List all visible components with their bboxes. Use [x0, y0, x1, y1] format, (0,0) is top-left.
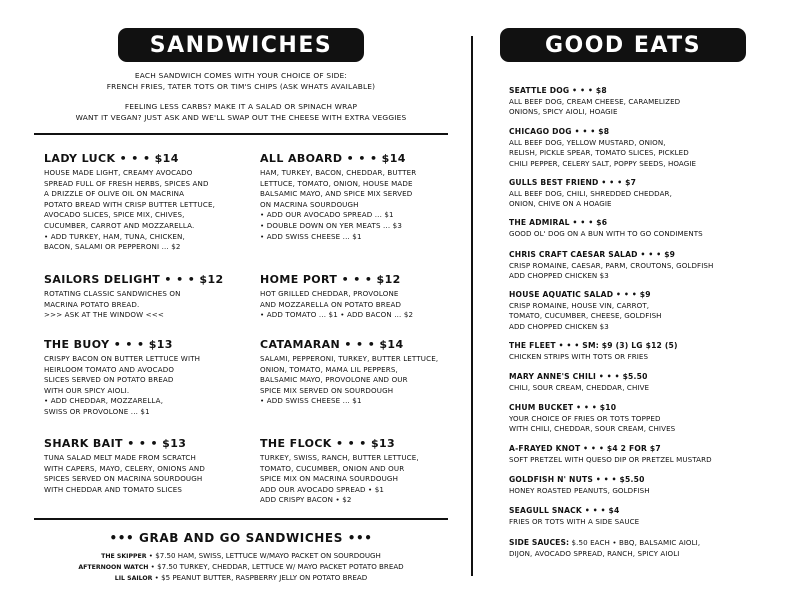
good-eats-goldfish-n-nuts [509, 475, 781, 496]
menu-item-lady-luck [44, 152, 240, 253]
item-title: THE FLEET • • • SM: $9 (3) LG $12 (5) [509, 341, 678, 350]
good-eats-seattle-dog [509, 86, 781, 118]
menu-item-home-port [260, 273, 456, 321]
item-title: GOLDFISH N' NUTS • • • $5.50 [509, 475, 645, 484]
side-sauces-text: $.50 EACH • BBQ, BALSAMIC AIOLI, DIJON, AVOCADO SPREAD, RANCH, SPICY AIOLI [509, 538, 701, 558]
item-description: HAM, TURKEY, BACON, CHEDDAR, BUTTER LETTUCE, TOMATO, ONION, HOUSE MADE BALSAMIC MAYO, AND SPICE MIX SERVED ON MACRINA SOURDOUGH • ADD OUR AVOCADO SPREAD ... $1 • DOUBLE DOWN ON YER MEATS ... $3 • ADD SWISS CHEESE ... $1 [260, 168, 417, 241]
column-divider [471, 36, 473, 576]
item-title: HOME PORT • • • $12 [260, 273, 401, 286]
item-title: CHRIS CRAFT CAESAR SALAD • • • $9 [509, 250, 676, 259]
item-title: CATAMARAN • • • $14 [260, 338, 404, 351]
good-eats-the-fleet [509, 341, 781, 362]
grab-item-name: AFTERNOON WATCH [78, 564, 149, 571]
sandwiches-heading: SANDWICHES [118, 28, 364, 62]
divider-bottom [34, 518, 448, 520]
item-description: ROTATING CLASSIC SANDWICHES ON MACRINA POTATO BREAD. >>> ASK AT THE WINDOW <<< [44, 289, 181, 320]
good-eats-house-aquatic-salad [509, 290, 781, 332]
good-eats-gulls-best-friend [509, 178, 781, 210]
item-description: ALL BEEF DOG, YELLOW MUSTARD, ONION, RELISH, PICKLE SPEAR, TOMATO SLICES, PICKLED CHILI PEPPER, CELERY SALT, POPPY SEEDS, HOAGIE [509, 137, 697, 168]
good-eats-chum-bucket [509, 403, 781, 435]
item-description: CRISPY BACON ON BUTTER LETTUCE WITH HEIRLOOM TOMATO AND AVOCADO SLICES SERVED ON POTATO BREAD WITH OUR SPICY AIOLI. • ADD CHEDDAR, MOZZARELLA, SWISS OR PROVOLONE ... $1 [44, 354, 201, 416]
item-title: SAILORS DELIGHT • • • $12 [44, 273, 224, 286]
item-title: SEATTLE DOG • • • $8 [509, 86, 607, 95]
item-description: GOOD OL' DOG ON A BUN WITH TO GO CONDIMENTS [509, 228, 703, 238]
item-title: THE ADMIRAL • • • $6 [509, 218, 608, 227]
item-description: TUNA SALAD MELT MADE FROM SCRATCH WITH CAPERS, MAYO, CELERY, ONIONS AND SPICES SERVED ON MACRINA SOURDOUGH WITH CHEDDAR AND TOMATO SLICES [44, 453, 205, 494]
good-eats-seagull-snack [509, 506, 781, 527]
grab-item-text: • $7.50 TURKEY, CHEDDAR, LETTUCE W/ MAYO PACKET POTATO BREAD [148, 562, 404, 571]
item-description: ALL BEEF DOG, CHILI, SHREDDED CHEDDAR, ONION, CHIVE ON A HOAGIE [509, 188, 672, 208]
menu-item-all-aboard [260, 152, 456, 242]
item-title: SEAGULL SNACK • • • $4 [509, 506, 620, 515]
item-description: HONEY ROASTED PEANUTS, GOLDFISH [509, 485, 650, 495]
good-eats-mary-annes-chili [509, 372, 781, 393]
item-title: CHUM BUCKET • • • $10 [509, 403, 617, 412]
item-description: HOT GRILLED CHEDDAR, PROVOLONE AND MOZZARELLA ON POTATO BREAD • ADD TOMATO ... $1 • ADD BACON ... $2 [260, 289, 414, 320]
item-title: MARY ANNE'S CHILI • • • $5.50 [509, 372, 648, 381]
item-description: CHILI, SOUR CREAM, CHEDDAR, CHIVE [509, 382, 650, 392]
diet-note: FEELING LESS CARBS? MAKE IT A SALAD OR SPINACH WRAP WANT IT VEGAN? JUST ASK AND WE'LL SWAP OUT THE CHEESE WITH EXTRA VEGGIES [75, 102, 407, 122]
item-description: TURKEY, SWISS, RANCH, BUTTER LETTUCE, TOMATO, CUCUMBER, ONION AND OUR SPICE MIX ON MACRINA SOURDOUGH ADD OUR AVOCADO SPREAD • $1 ADD CRISPY BACON • $2 [260, 453, 419, 505]
sides-note: EACH SANDWICH COMES WITH YOUR CHOICE OF SIDE: FRENCH FRIES, TATER TOTS OR TIM'S CHIPS (ASK WHATS AVAILABLE) [106, 71, 376, 91]
divider-top [34, 133, 448, 135]
grab-item-lil-sailor [34, 572, 448, 584]
grab-and-go-heading: ••• GRAB AND GO SANDWICHES ••• [109, 531, 373, 545]
item-title: LADY LUCK • • • $14 [44, 152, 179, 165]
grab-item-text: • $7.50 HAM, SWISS, LETTUCE W/MAYO PACKET ON SOURDOUGH [146, 551, 381, 560]
menu-item-catamaran [260, 338, 465, 407]
menu-item-the-flock [260, 437, 456, 506]
item-description: FRIES OR TOTS WITH A SIDE SAUCE [509, 516, 640, 526]
good-eats-caesar-salad [509, 250, 781, 282]
good-eats-a-frayed-knot [509, 444, 781, 465]
grab-item-name: LIL SAILOR [114, 575, 153, 582]
grab-item-text: • $5 PEANUT BUTTER, RASPBERRY JELLY ON POTATO BREAD [152, 573, 368, 582]
item-description: HOUSE MADE LIGHT, CREAMY AVOCADO SPREAD FULL OF FRESH HERBS, SPICES AND A DRIZZLE OF OLIVE OIL ON MACRINA POTATO BREAD WITH CRISP BUTTER LETTUCE, AVOCADO SLICES, SPICE MIX, CHIVES, CUCUMBER, CARROT AND MOZZARELLA. • ADD TURKEY, HAM, TUNA, CHICKEN, BACON, SALAMI OR PEPPERONI ... $2 [44, 168, 215, 252]
item-description: SALAMI, PEPPERONI, TURKEY, BUTTER LETTUCE, ONION, TOMATO, MAMA LIL PEPPERS, BALSAMIC MAYO, PROVOLONE AND OUR SPICE MIX SERVED ON SOURDOUGH • ADD SWISS CHEESE ... $1 [260, 354, 439, 406]
good-eats-heading: GOOD EATS [500, 28, 746, 62]
item-description: ALL BEEF DOG, CREAM CHEESE, CARAMELIZED ONIONS, SPICY AIOLI, HOAGIE [509, 96, 681, 116]
menu-item-shark-bait [44, 437, 240, 495]
item-description: YOUR CHOICE OF FRIES OR TOTS TOPPED WITH CHILI, CHEDDAR, SOUR CREAM, CHIVES [509, 413, 676, 433]
item-description: SOFT PRETZEL WITH QUESO DIP OR PRETZEL MUSTARD [509, 454, 712, 464]
item-description: CRISP ROMAINE, CAESAR, PARM, CROUTONS, GOLDFISH ADD CHOPPED CHICKEN $3 [509, 260, 714, 280]
item-title: A-FRAYED KNOT • • • $4 2 FOR $7 [509, 444, 661, 453]
item-title: CHICAGO DOG • • • $8 [509, 127, 610, 136]
item-description: CHICKEN STRIPS WITH TOTS OR FRIES [509, 351, 649, 361]
good-eats-chicago-dog [509, 127, 781, 169]
side-sauces-label: SIDE SAUCES: [509, 538, 570, 547]
menu-item-sailors-delight [44, 273, 240, 321]
grab-item-name: THE SKIPPER [101, 553, 147, 560]
item-title: THE FLOCK • • • $13 [260, 437, 396, 450]
good-eats-side-sauces [509, 538, 781, 559]
item-title: HOUSE AQUATIC SALAD • • • $9 [509, 290, 651, 299]
item-title: SHARK BAIT • • • $13 [44, 437, 187, 450]
item-title: THE BUOY • • • $13 [44, 338, 173, 351]
good-eats-the-admiral [509, 218, 781, 239]
item-title: GULLS BEST FRIEND • • • $7 [509, 178, 637, 187]
item-description: CRISP ROMAINE, HOUSE VIN, CARROT, TOMATO, CUCUMBER, CHEESE, GOLDFISH ADD CHOPPED CHICKEN $3 [509, 300, 662, 331]
item-title: ALL ABOARD • • • $14 [260, 152, 406, 165]
menu-item-the-buoy [44, 338, 240, 418]
